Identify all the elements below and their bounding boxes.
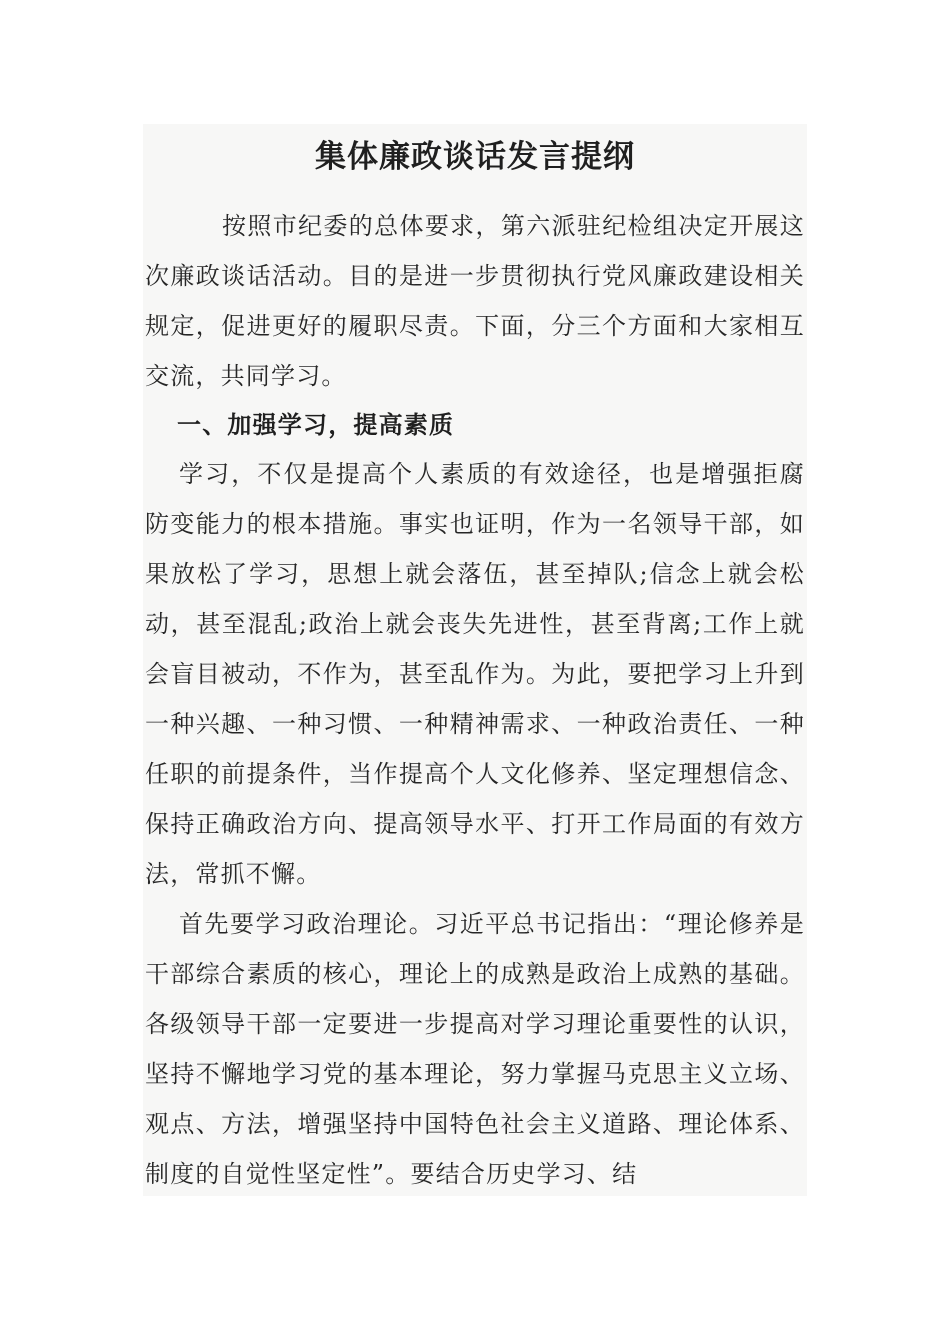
document-page — [143, 124, 807, 1196]
body-paragraph: 首先要学习政治理论。习近平总书记指出：“理论修养是干部综合素质的核心，理论上的成熟是政治上成熟的基础。各级领导干部一定要进一步提高对学习理论重要性的认识，坚持不懈地学习党的基本理论，努力掌握马克思主义立场、观点、方法，增强坚持中国特色社会主义道路、理论体系、制度的自觉性坚定性”。要结合历史学习、结 — [145, 910, 805, 1188]
section-heading: 一、加强学习，提高素质 — [177, 410, 455, 439]
document-title: 集体廉政谈话发言提纲 — [315, 139, 635, 175]
intro-paragraph: 按照市纪委的总体要求，第六派驻纪检组决定开展这次廉政谈话活动。目的是进一步贯彻执行党风廉政建设相关规定，促进更好的履职尽责。下面，分三个方面和大家相互交流，共同学习。 — [145, 212, 805, 390]
body-paragraph: 学习，不仅是提高个人素质的有效途径，也是增强拒腐防变能力的根本措施。事实也证明，作为一名领导干部，如果放松了学习，思想上就会落伍，甚至掉队;信念上就会松动，甚至混乱;政治上就会丧失先进性，甚至背离;工作上就会盲目被动，不作为，甚至乱作为。为此，要把学习上升到一种兴趣、一种习惯、一种精神需求、一种政治责任、一种任职的前提条件，当作提高个人文化修养、坚定理想信念、保持正确政治方向、提高领导水平、打开工作局面的有效方法，常抓不懈。 — [145, 460, 805, 888]
